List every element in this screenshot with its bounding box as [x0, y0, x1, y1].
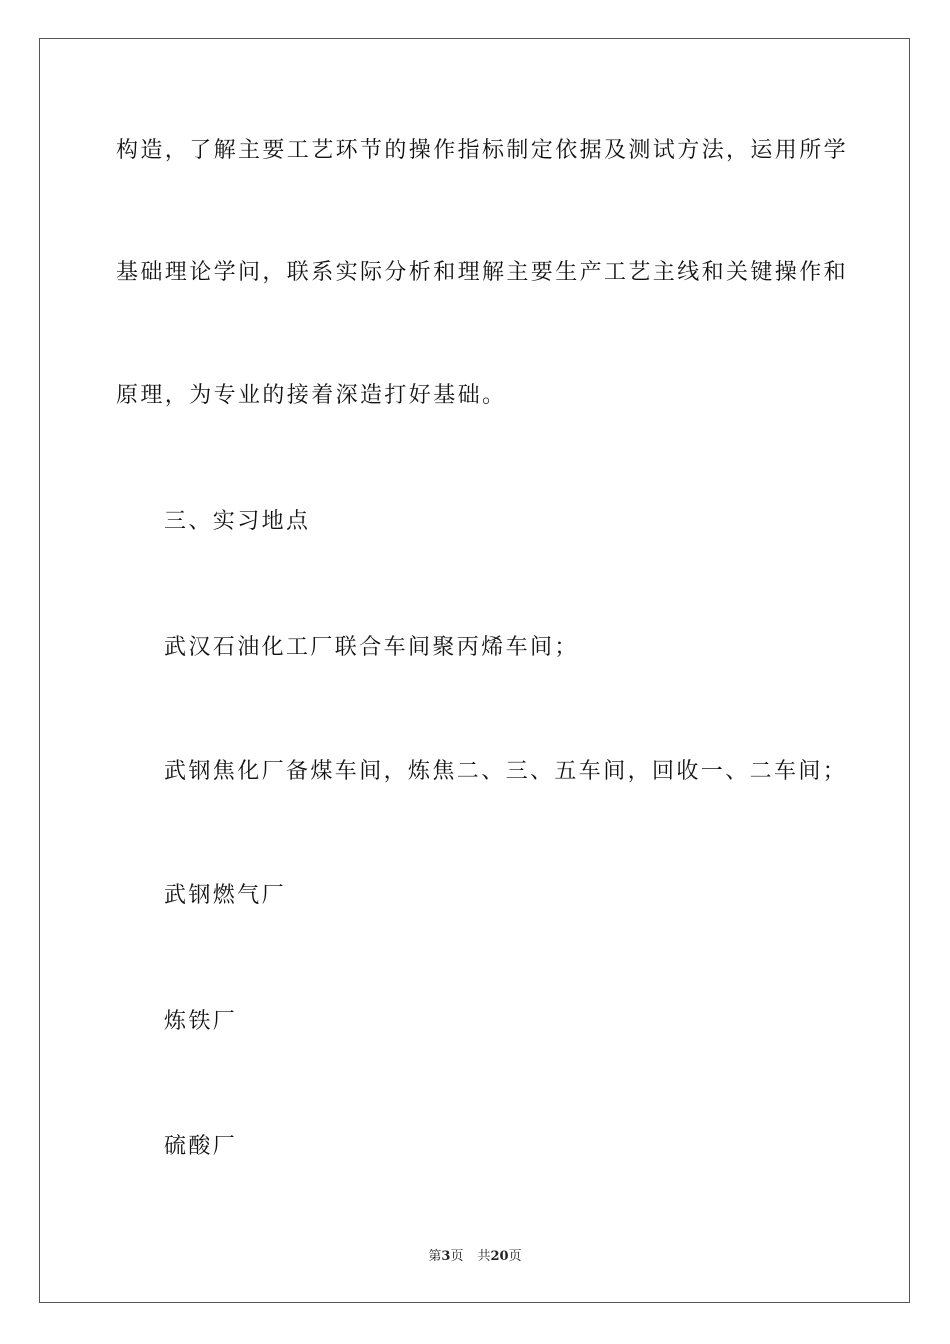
location-item-3: 武钢燃气厂 [164, 883, 287, 908]
paragraph-line-1: 构造，了解主要工艺环节的操作指标制定依据及测试方法，运用所学 [116, 138, 849, 163]
location-item-1: 武汉石油化工厂联合车间聚丙烯车间； [164, 635, 579, 660]
page-total: 20 [490, 1249, 509, 1264]
paragraph-line-2: 基础理论学问，联系实际分析和理解主要生产工艺主线和关键操作和 [116, 260, 849, 285]
section-heading: 三、实习地点 [164, 509, 311, 534]
total-prefix: 共 [477, 1249, 491, 1264]
page-prefix: 第 [428, 1249, 442, 1264]
page-suffix: 页 [450, 1249, 464, 1264]
paragraph-line-3: 原理，为专业的接着深造打好基础。 [116, 383, 507, 408]
page-footer [0, 1248, 950, 1266]
page-current: 3 [441, 1249, 451, 1264]
location-item-2: 武钢焦化厂备煤车间，炼焦二、三、五车间，回收一、二车间； [164, 759, 848, 784]
location-item-5: 硫酸厂 [164, 1134, 238, 1159]
page-border [39, 38, 910, 1303]
location-item-4: 炼铁厂 [164, 1009, 238, 1034]
total-suffix: 页 [508, 1249, 522, 1264]
